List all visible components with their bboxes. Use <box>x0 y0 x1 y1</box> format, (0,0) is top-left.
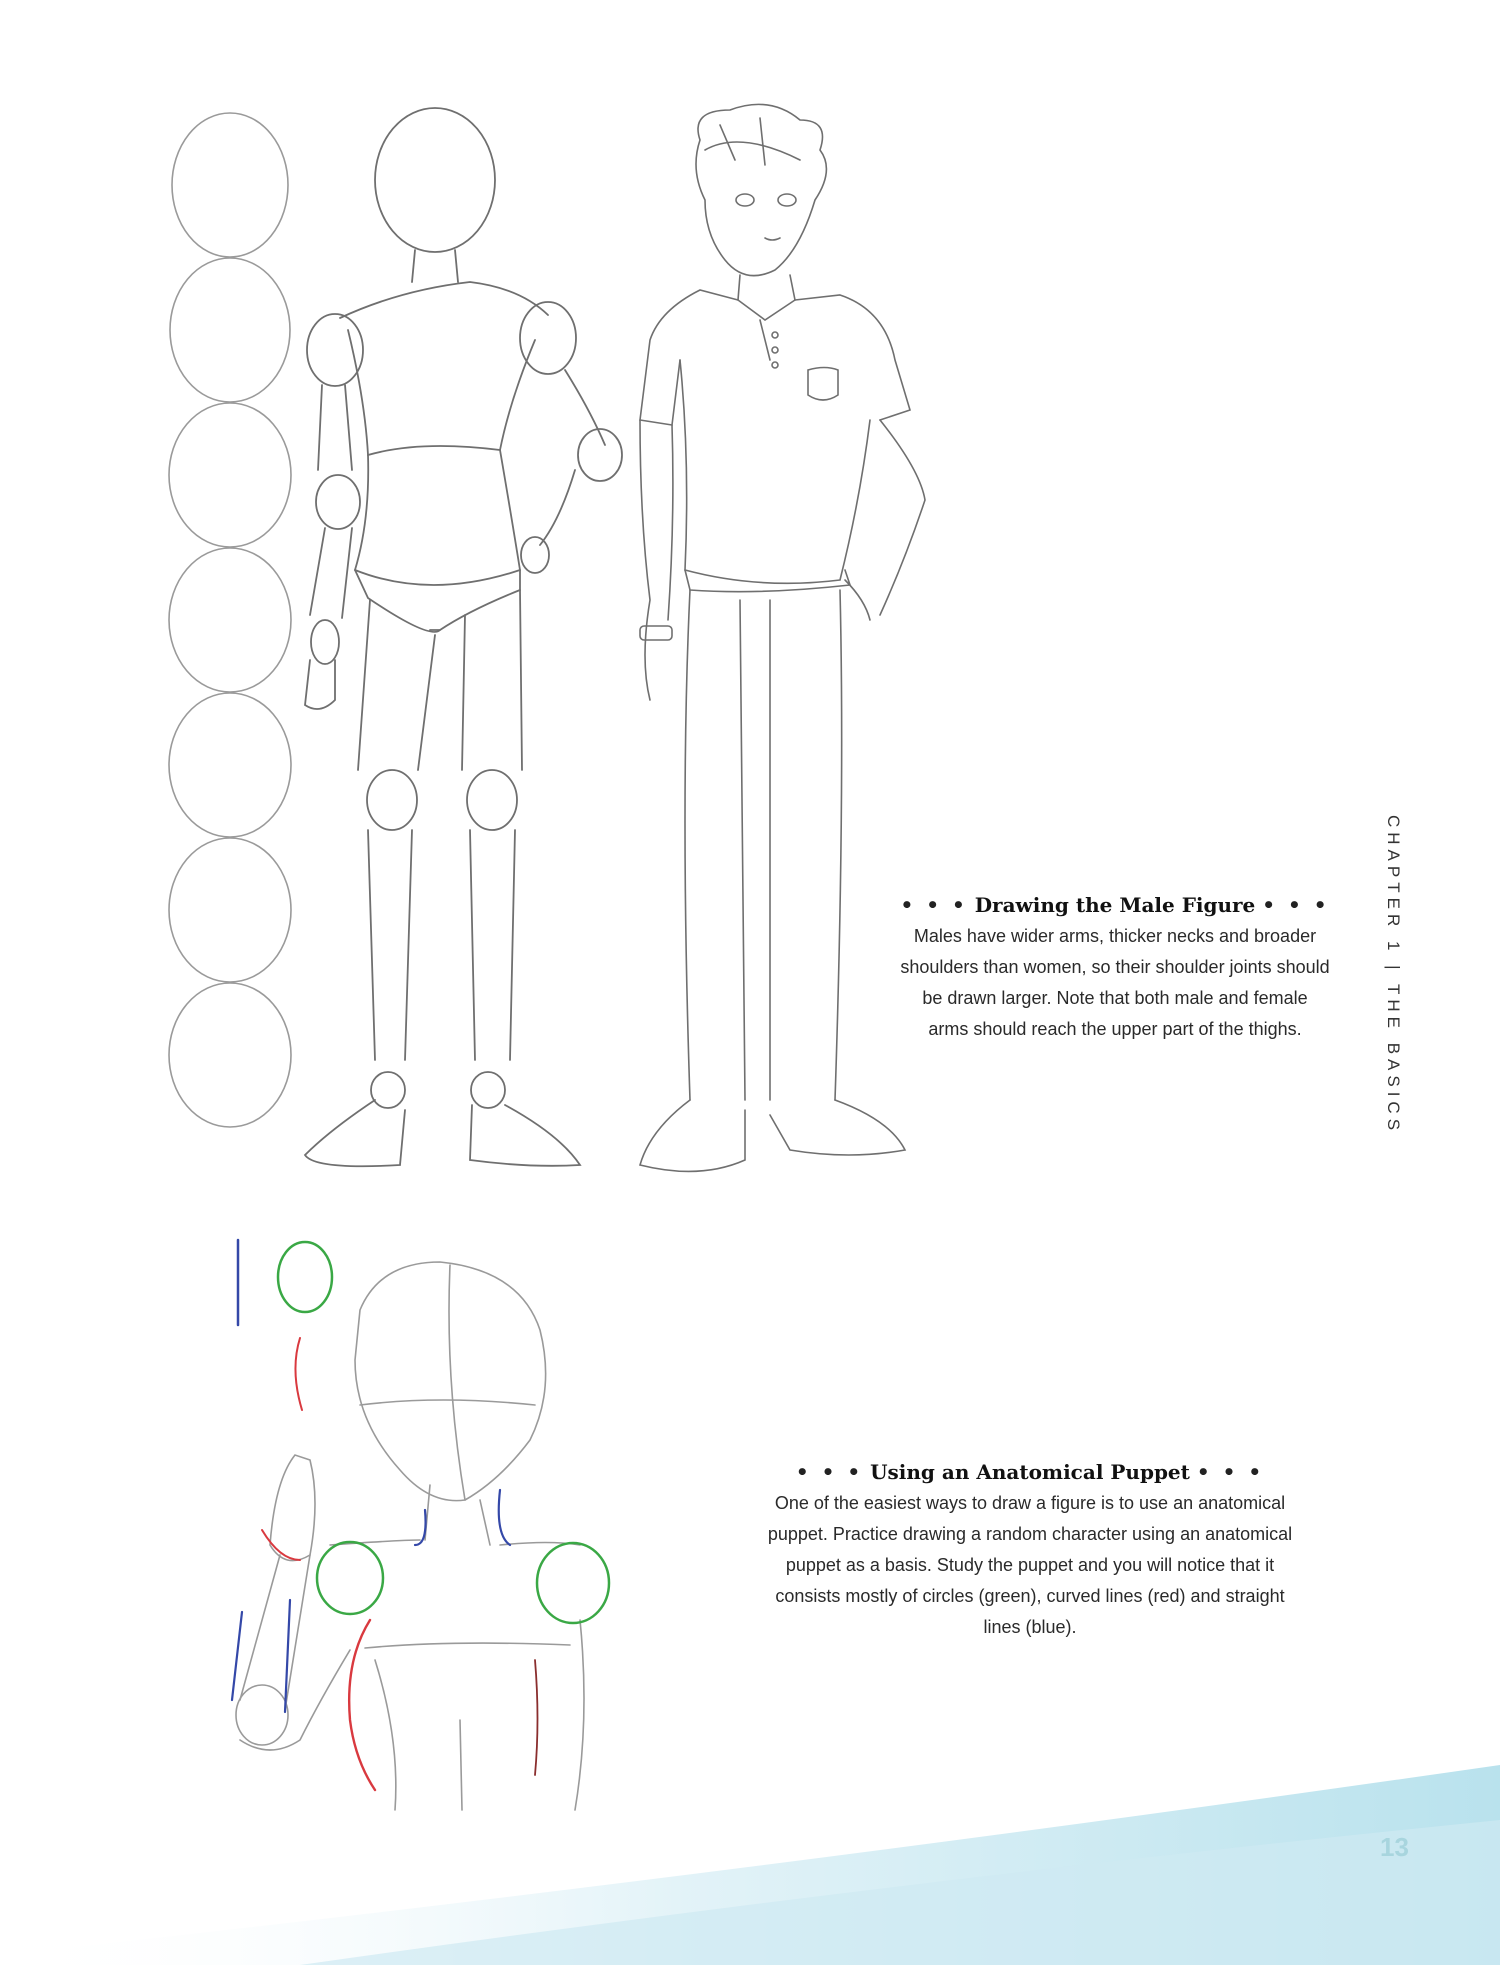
caption-male-dots-left: • • • <box>900 893 968 917</box>
caption-male-title-row <box>900 893 1330 917</box>
caption-male-dots-right: • • • <box>1262 893 1330 917</box>
caption-male-figure <box>900 893 1330 1045</box>
caption-anatomical-puppet <box>755 1460 1305 1643</box>
chapter-side-tab: CHAPTER 1 | THE BASICS <box>1384 815 1403 1136</box>
caption-puppet-title-row <box>755 1460 1305 1484</box>
page-number: 13 <box>1380 1832 1409 1862</box>
anatomical-puppet-sketch <box>232 1240 609 1810</box>
caption-male-title: Drawing the Male Figure <box>974 893 1256 917</box>
caption-puppet-title: Using an Anatomical Puppet <box>870 1460 1190 1484</box>
caption-male-body: Males have wider arms, thicker necks and broader shoulders than women, so their shoulder joints should be drawn larger. Note that both male and female arms should reach the upper part of the thighs. <box>900 926 1330 1039</box>
caption-puppet-dots-left: • • • <box>795 1460 864 1484</box>
mannequin-figure <box>305 108 622 1166</box>
caption-puppet-body: One of the easiest ways to draw a figure is to use an anatomical puppet. Practice drawing a random character using an anatomical puppet as a basis. Study the puppet and you will notice that it consists mostly of circles (green), curved lines (red) and straight lines (blue). <box>767 1493 1293 1637</box>
bottom-wave-decoration <box>0 1765 1500 1965</box>
head-proportion-ovals <box>169 113 291 1127</box>
caption-puppet-dots-right: • • • <box>1196 1460 1265 1484</box>
clothed-male-figure <box>640 104 925 1171</box>
